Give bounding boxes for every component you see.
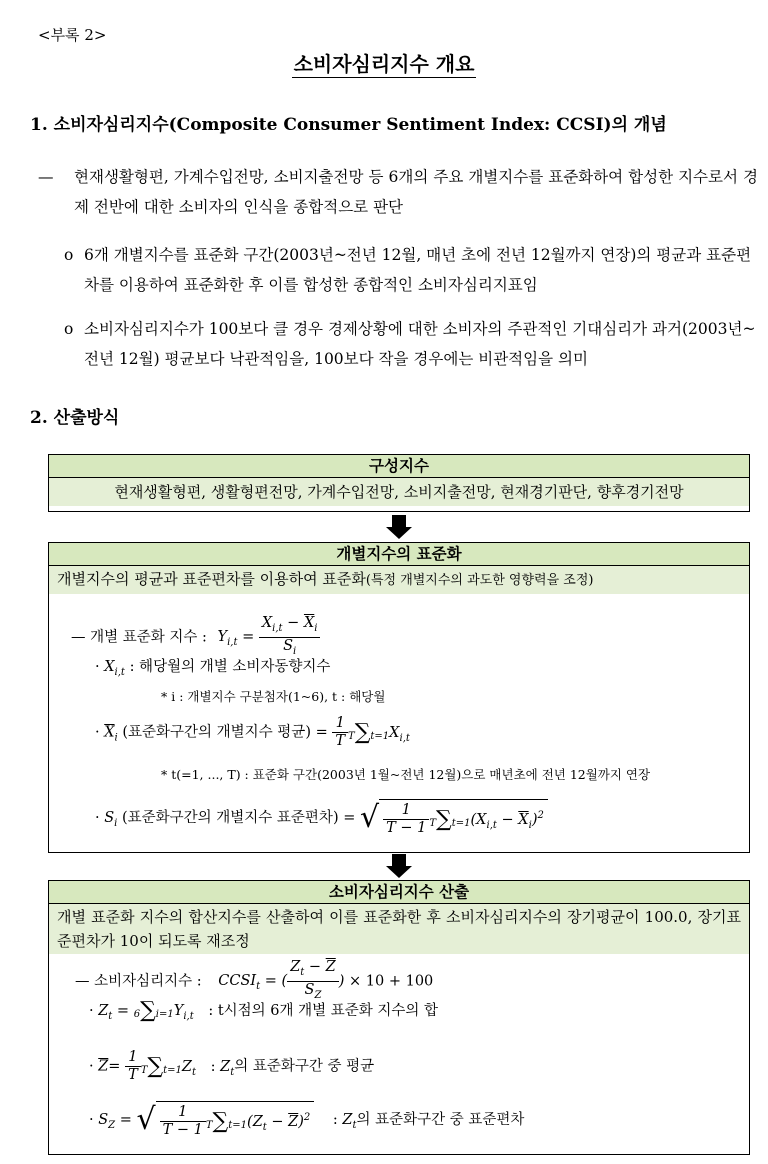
subscript-note: * i : 개별지수 구분첨자(1~6), t : 해당월 [161, 689, 386, 704]
ccsi-calculation-box [48, 880, 750, 1155]
down-arrow-icon [386, 515, 412, 539]
bullet-marker: o [64, 320, 74, 338]
sd-definition: · $S_i$ (표준화구간의 개별지수 표준편차) = √ $\frac{1}{T - 1}$ $T\sum t=1(X_{i,t} - \overline{X}_i)^2$ [95, 799, 548, 837]
bullet-item [64, 314, 758, 374]
zbar-definition: · $\overline{Z}=$ $\frac{1}{T}$ $T\sum t=1Z_t$ : $Z_t$의 표준화구간 중 평균 [89, 1049, 375, 1083]
ccsi-header: 소비자심리지수 산출 [49, 881, 749, 904]
ccsi-formula: — 소비자심리지수 : $CCSI_t$ = ( $\frac{Z_t - \overline{Z}}{S_Z}$ ) × 10 + 100 [75, 959, 434, 1001]
components-header: 구성지수 [49, 455, 749, 478]
standardization-box [48, 542, 750, 853]
appendix-label: <부록 2> [38, 26, 107, 44]
bullet-item [64, 240, 758, 300]
dash-marker: — [38, 168, 54, 186]
period-note: * t(=1, ..., T) : 표준화 구간(2003년 1월~전년 12월)으로 매년초에 전년 12월까지 연장 [161, 767, 651, 782]
bullet-text: 소비자심리지수가 100보다 클 경우 경제상황에 대한 소비자의 주관적인 기대심리가 과거(2003년~전년 12월) 평균보다 낙관적임을, 100보다 작을 경우에는 비관적임을 의미 [84, 320, 756, 368]
bullet-marker: o [64, 246, 74, 264]
section-1-heading: 1. 소비자심리지수(Composite Consumer Sentiment Index: CCSI)의 개념 [30, 115, 667, 135]
standardization-summary: 개별지수의 평균과 표준편차를 이용하여 표준화(특정 개별지수의 과도한 영향력을 조정) [49, 566, 749, 594]
components-box [48, 454, 750, 512]
x-definition: · $X_{i,t}$ : 해당월의 개별 소비자동향지수 [95, 659, 331, 678]
individual-index-formula: — 개별 표준화 지수 : $Y_{i,t}$ = $\frac{X_{i,t} - \overline{X}_i}{S_i}$ [71, 615, 320, 660]
concept-text: 현재생활형편, 가계수입전망, 소비지출전망 등 6개의 주요 개별지수를 표준화하여 합성한 지수로서 경제 전반에 대한 소비자의 인식을 종합적으로 판단 [74, 168, 758, 216]
components-list: 현재생활형편, 생활형편전망, 가계수입전망, 소비지출전망, 현재경기판단, 향후경기전망 [49, 478, 749, 506]
section-2-heading: 2. 산출방식 [30, 408, 120, 428]
down-arrow-icon [386, 854, 412, 878]
z-definition: · $Z_t = 6\sum i=1Y_{i,t}$ : t시점의 6개 개별 표준화 지수의 합 [89, 998, 439, 1023]
sz-definition: · $S_Z$ = √ $\frac{1}{T - 1}$ $T\sum t=1(Z_t - \overline{Z})^2$ : $Z_t$의 표준화구간 중 표준편차 [89, 1102, 525, 1138]
mean-definition: · $\overline{X}_i$ (표준화구간의 개별지수 평균) = $\frac{1}{T}$ $T\sum t=1X_{i,t}$ [95, 715, 410, 749]
concept-dash-paragraph [38, 162, 758, 222]
ccsi-summary: 개별 표준화 지수의 합산지수를 산출하여 이를 표준화한 후 소비자심리지수의 장기평균이 100.0, 장기표준편차가 10이 되도록 재조정 [49, 904, 749, 954]
standardization-header: 개별지수의 표준화 [49, 543, 749, 566]
document-title: 소비자심리지수 개요 [293, 52, 475, 76]
bullet-text: 6개 개별지수를 표준화 구간(2003년~전년 12월, 매년 초에 전년 12월까지 연장)의 평균과 표준편차를 이용하여 표준화한 후 이를 합성한 종합적인 소비자심리지표임 [84, 246, 752, 294]
